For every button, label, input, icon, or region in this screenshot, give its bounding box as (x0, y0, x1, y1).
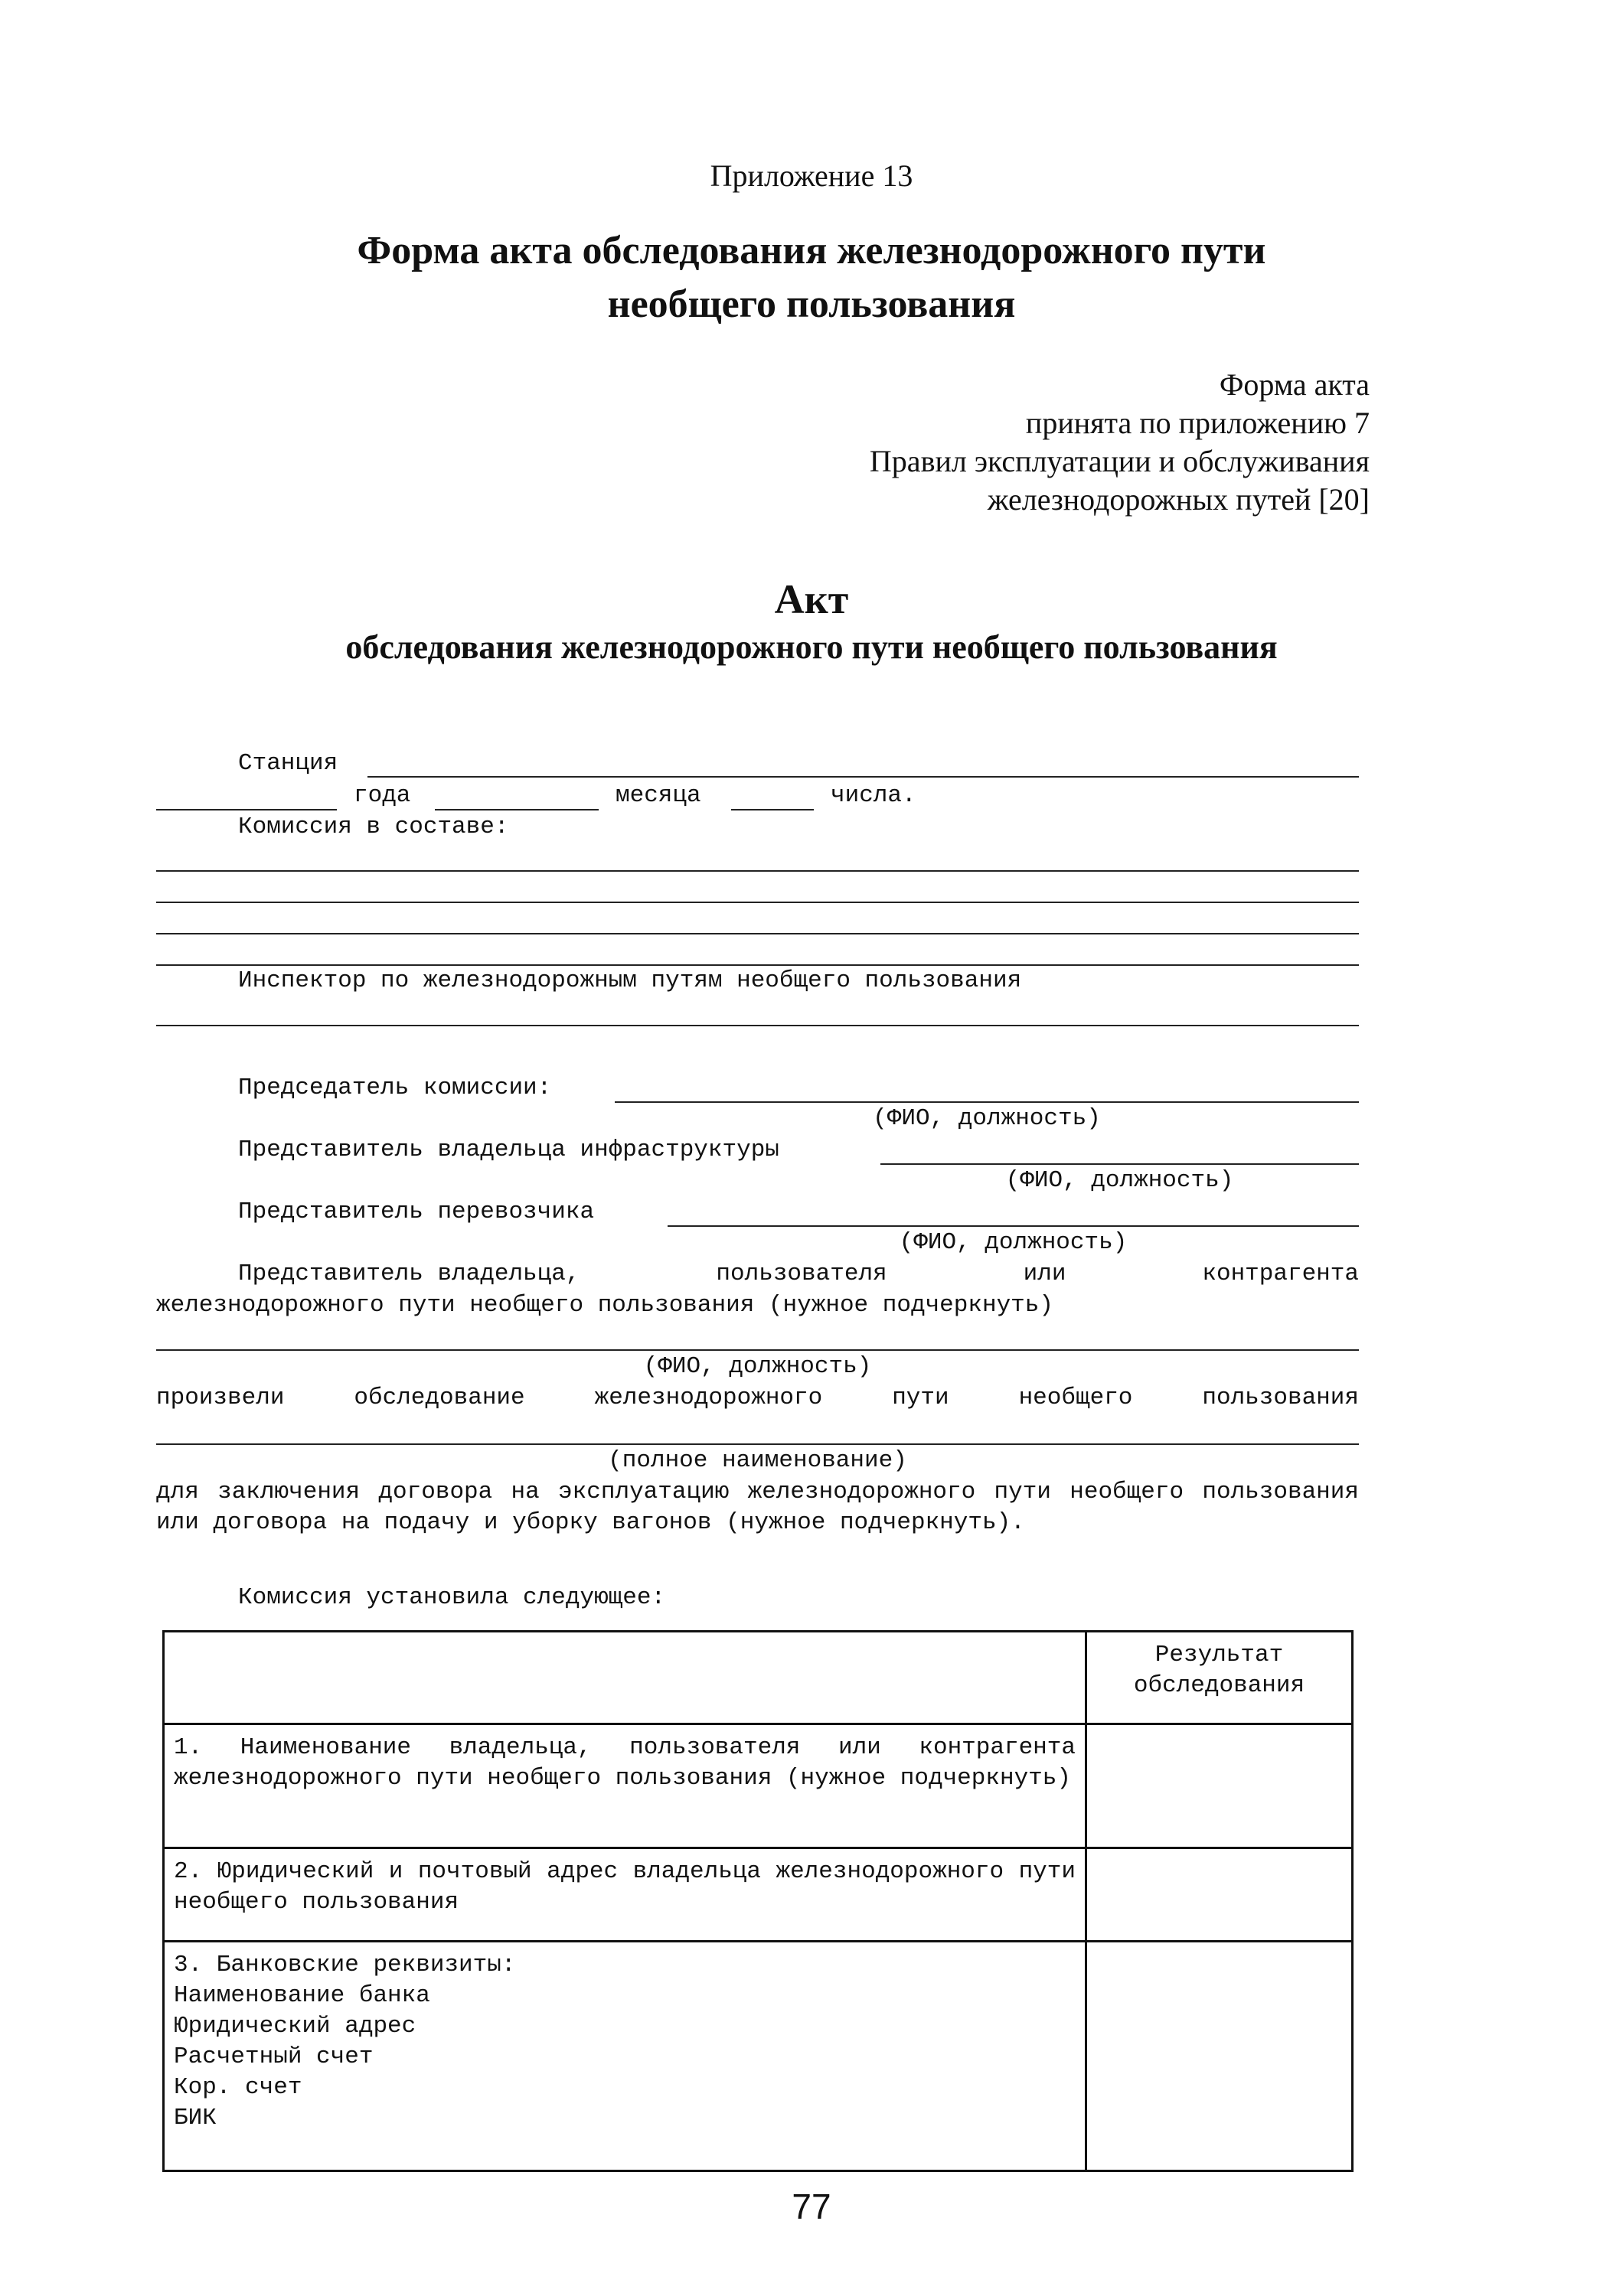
chairman-fio-caption: (ФИО, должность) (873, 1105, 1101, 1132)
source-note-line: принята по приложению 7 (1025, 406, 1370, 440)
owner-rep-word: или (1023, 1261, 1066, 1287)
chairman-field[interactable] (615, 1101, 1359, 1103)
table-row (164, 1848, 1353, 1942)
inspector-label: Инспектор по железнодорожным путям необщего пользования (238, 967, 1022, 994)
table-row-result-cell[interactable] (1086, 1724, 1353, 1848)
commission-label: Комиссия в составе: (238, 814, 509, 840)
survey-word: необщего (1018, 1384, 1133, 1411)
carrier-rep-field[interactable] (668, 1225, 1359, 1227)
table-row (164, 1942, 1353, 2171)
table-row-result-cell[interactable] (1086, 1848, 1353, 1942)
month-field[interactable] (435, 809, 599, 810)
infra-rep-fio-caption: (ФИО, должность) (1005, 1167, 1234, 1194)
day-label: числа. (831, 782, 916, 809)
year-field[interactable] (156, 809, 337, 810)
survey-line (156, 1383, 1359, 1414)
survey-word: железнодорожного (594, 1384, 823, 1411)
owner-rep-line2: железнодорожного пути необщего пользования (нужное подчеркнуть) (156, 1292, 1053, 1319)
bank-details-line: Наименование банка (174, 1982, 430, 2009)
infra-rep-label: Представитель владельца инфраструктуры (238, 1137, 779, 1163)
act-title: Акт (774, 576, 849, 622)
station-field[interactable] (367, 776, 1359, 778)
bank-details-line: БИК (174, 2105, 217, 2131)
carrier-rep-fio-caption: (ФИО, должность) (899, 1229, 1128, 1256)
table-header-row (164, 1632, 1353, 1724)
year-label: года (354, 782, 411, 809)
table-header-result: Результат обследования (1086, 1632, 1353, 1724)
owner-rep-word: пользователя (716, 1261, 887, 1287)
table-row-description: 1. Наименование владельца, пользователя или контрагента железнодорожного пути необщего пользования (нужное подчеркнуть) (164, 1724, 1086, 1848)
table-header-description (164, 1632, 1086, 1724)
source-note-line: железнодорожных путей [20] (987, 482, 1370, 517)
source-note (870, 366, 1370, 519)
owner-rep-word: Представитель владельца, (238, 1261, 580, 1287)
act-subtitle: обследования железнодорожного пути необщего пользования (345, 628, 1278, 666)
bank-details-line: 3. Банковские реквизиты: (174, 1952, 516, 1978)
inspector-field[interactable] (156, 1025, 1359, 1026)
day-field[interactable] (731, 809, 814, 810)
carrier-rep-label: Представитель перевозчика (238, 1199, 595, 1225)
survey-word: обследование (354, 1384, 525, 1411)
form-title-line1: Форма акта обследования железнодорожного пути (357, 229, 1266, 272)
survey-word: произвели (156, 1384, 285, 1411)
survey-word: пути (892, 1384, 949, 1411)
owner-rep-word: контрагента (1202, 1261, 1359, 1287)
owner-rep-field[interactable] (156, 1349, 1359, 1351)
full-name-caption: (полное наименование) (608, 1447, 907, 1474)
table-row-description (164, 1942, 1086, 2171)
table-row-result-cell[interactable] (1086, 1942, 1353, 2171)
bank-details-line: Кор. счет (174, 2074, 302, 2101)
survey-word: пользования (1202, 1384, 1359, 1411)
bank-details-line: Расчетный счет (174, 2043, 374, 2070)
owner-rep-fio-caption: (ФИО, должность) (643, 1353, 872, 1380)
results-table (162, 1630, 1354, 2172)
source-note-line: Правил эксплуатации и обслуживания (869, 444, 1370, 478)
page-number: 77 (792, 2187, 831, 2226)
appendix-label: Приложение 13 (710, 158, 913, 193)
commission-member-field[interactable] (156, 902, 1359, 903)
bank-details-line: Юридический адрес (174, 2013, 416, 2040)
source-note-line: Форма акта (1219, 367, 1370, 402)
infra-rep-field[interactable] (880, 1163, 1359, 1165)
station-label: Станция (238, 750, 338, 777)
commission-member-field[interactable] (156, 933, 1359, 934)
owner-rep-line1 (238, 1259, 1359, 1290)
findings-label: Комиссия установила следующее: (238, 1584, 666, 1611)
commission-member-field[interactable] (156, 870, 1359, 872)
form-title-line2: необщего пользования (607, 282, 1016, 326)
table-row (164, 1724, 1353, 1848)
purpose-text: для заключения договора на эксплуатацию железнодорожного пути необщего пользования или договора на подачу и уборку вагонов (нужное подчеркнуть). (156, 1479, 1359, 1536)
month-label: месяца (616, 782, 701, 809)
full-name-field[interactable] (156, 1443, 1359, 1445)
chairman-label: Председатель комиссии: (238, 1075, 552, 1101)
table-row-description: 2. Юридический и почтовый адрес владельца железнодорожного пути необщего пользования (164, 1848, 1086, 1942)
